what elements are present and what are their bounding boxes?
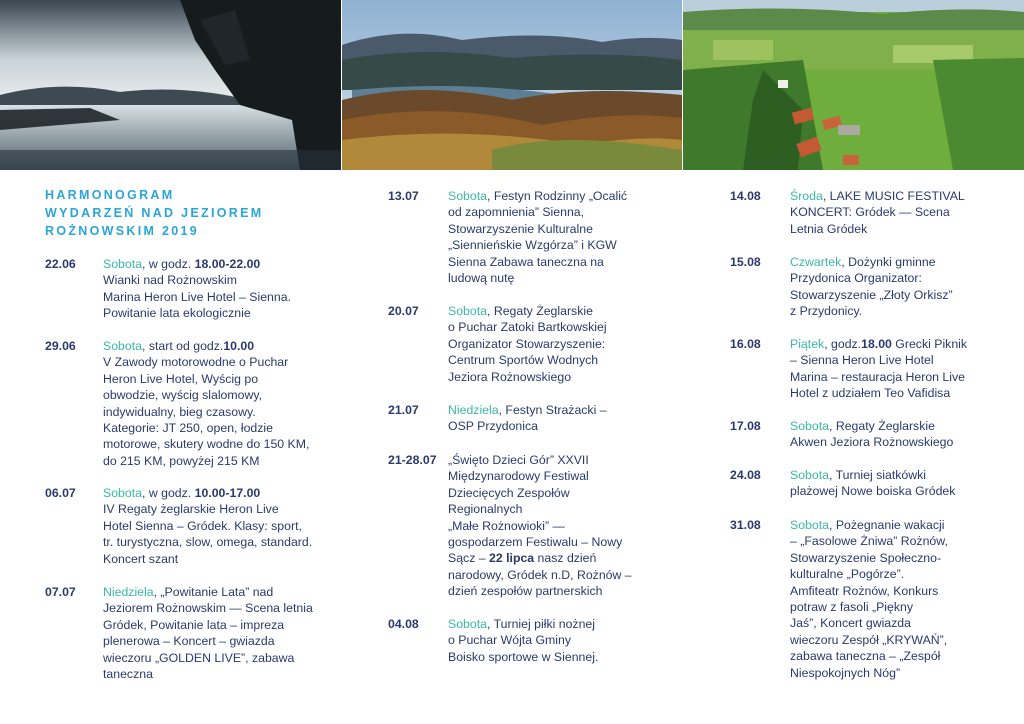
event-text: , Dożynki gminne xyxy=(841,255,936,269)
event-text: z Przydonicy. xyxy=(790,304,863,319)
event-line xyxy=(790,665,948,681)
event-line xyxy=(448,336,607,352)
event-date: 17.08 xyxy=(730,419,761,433)
event-line xyxy=(103,633,313,649)
event-text: Stowarzyszenie „Złoty Orkisz” xyxy=(790,287,953,302)
event-line xyxy=(790,369,967,385)
event-line xyxy=(448,402,607,418)
event-highlight: 10.00-17.00 xyxy=(194,486,261,500)
event-description xyxy=(790,188,965,237)
event-text: gospodarzem Festiwalu – Nowy xyxy=(448,535,623,550)
event-text: obwodzie, wyścig slalomowy, xyxy=(103,388,263,403)
event-text: , w godz. xyxy=(141,257,195,271)
event-line xyxy=(790,204,965,220)
event-text: , Festyn Strażacki – xyxy=(498,403,607,417)
event-entry xyxy=(45,338,335,473)
event-line xyxy=(103,453,309,469)
event-line xyxy=(790,599,948,615)
event-text: Hotel Sienna – Gródek. Klasy: sport, xyxy=(103,518,302,533)
event-text: KONCERT: Gródek — Scena xyxy=(790,205,950,220)
event-date: 29.06 xyxy=(45,339,76,353)
event-text: ludową nutę xyxy=(448,271,515,286)
event-text: Sienna Zabawa taneczna na xyxy=(448,254,604,269)
event-line xyxy=(448,501,632,517)
event-line xyxy=(790,385,967,401)
event-line xyxy=(103,534,312,550)
event-line xyxy=(448,221,627,237)
event-day: Środa xyxy=(790,189,823,203)
event-text: Heron Live Hotel, Wyścig po xyxy=(103,371,259,386)
event-entry xyxy=(730,517,1015,685)
event-text: Międzynarodowy Festiwal xyxy=(448,469,589,484)
event-description xyxy=(790,467,955,500)
event-text: plażowej Nowe boiska Gródek xyxy=(790,484,956,499)
event-line xyxy=(448,254,627,270)
event-day: Sobota xyxy=(448,617,487,631)
event-date: 07.07 xyxy=(45,585,76,599)
event-line xyxy=(448,270,627,286)
event-line xyxy=(103,501,312,517)
schedule-heading xyxy=(45,186,345,240)
event-entry xyxy=(388,303,678,388)
event-text: o Puchar Zatoki Bartkowskiej xyxy=(448,320,607,335)
event-line xyxy=(448,550,632,566)
event-day: Niedziela xyxy=(448,403,499,417)
event-text: do 215 KM, powyżej 215 KM xyxy=(103,453,260,468)
event-text: zabawa taneczna – „Zespół xyxy=(790,649,941,664)
event-line xyxy=(790,550,948,566)
event-text: Jaś”, Koncert gwiazda xyxy=(790,616,911,631)
event-date: 13.07 xyxy=(388,189,419,203)
event-text: nasz dzień xyxy=(534,551,597,566)
event-text: „Małe Rożnowioki” — xyxy=(448,518,565,533)
event-line xyxy=(448,303,607,319)
event-line xyxy=(790,632,948,648)
event-date: 15.08 xyxy=(730,255,761,269)
event-line xyxy=(790,648,948,664)
event-text: , „Powitanie Lata” nad xyxy=(153,585,274,599)
event-line xyxy=(103,666,313,682)
event-line xyxy=(790,270,953,286)
heading-line: ROŻNOWSKIM 2019 xyxy=(45,224,199,238)
event-text: Przydonica Organizator: xyxy=(790,271,922,286)
event-text: wieczoru Zespół „KRYWAŃ”, xyxy=(790,632,948,647)
event-line xyxy=(448,452,632,468)
event-highlight: 18.00-22.00 xyxy=(194,257,261,271)
event-text: potraw z fasoli „Piękny xyxy=(790,600,914,615)
event-line xyxy=(448,204,627,220)
event-entry xyxy=(45,256,335,326)
event-description xyxy=(790,254,953,320)
event-line xyxy=(790,352,967,368)
event-entry xyxy=(730,188,1015,240)
event-text: , godz. xyxy=(824,337,862,351)
event-text: Wianki nad Rożnowskim xyxy=(103,273,237,288)
event-line xyxy=(103,354,309,370)
event-date: 21-28.07 xyxy=(388,453,437,467)
event-line xyxy=(790,517,948,533)
event-text: , Pożegnanie wakacji xyxy=(828,518,945,532)
event-entry xyxy=(388,188,678,288)
event-text: Hotel z udziałem Teo Vafidisa xyxy=(790,386,951,401)
event-text: Akwen Jeziora Rożnowskiego xyxy=(790,435,954,450)
event-line xyxy=(448,319,607,335)
event-day: Sobota xyxy=(103,257,142,271)
event-text: , Regaty Żeglarskie xyxy=(828,419,935,433)
event-line xyxy=(790,583,948,599)
event-entry xyxy=(45,584,335,684)
event-line xyxy=(790,418,953,434)
event-text: „Siennieńskie Wzgórza” i KGW xyxy=(448,238,617,253)
event-description xyxy=(448,188,627,286)
event-text: dzień zespołów partnerskich xyxy=(448,584,603,599)
event-description xyxy=(790,517,948,681)
lake-silhouette-photo xyxy=(0,0,341,170)
event-line xyxy=(103,338,309,354)
event-line xyxy=(790,221,965,237)
event-highlight: 10.00 xyxy=(223,339,255,353)
event-highlight: 22 lipca xyxy=(489,551,535,566)
event-text: indywidualny, bieg czasowy. xyxy=(103,404,256,419)
event-line xyxy=(448,534,632,550)
event-entry xyxy=(730,254,1015,322)
event-description xyxy=(103,485,312,567)
event-text: Niespokojnych Nóg” xyxy=(790,665,901,680)
event-text: , Turniej siatkówki xyxy=(828,468,927,482)
event-day: Czwartek xyxy=(790,255,842,269)
event-text: Stowarzyszenie Kulturalne xyxy=(448,221,593,236)
event-text: , w godz. xyxy=(141,486,195,500)
event-text: Koncert szant xyxy=(103,551,179,566)
event-day: Sobota xyxy=(790,518,829,532)
event-line xyxy=(103,518,312,534)
event-line xyxy=(790,533,948,549)
event-text: Jeziorem Rożnowskim — Scena letnia xyxy=(103,601,313,616)
event-day: Niedziela xyxy=(103,585,154,599)
event-line xyxy=(103,600,313,616)
event-line xyxy=(790,566,948,582)
event-text: o Puchar Wójta Gminy xyxy=(448,633,572,648)
event-text: „Święto Dzieci Gór” XXVII xyxy=(448,453,589,467)
event-description xyxy=(448,402,607,435)
event-day: Piątek xyxy=(790,337,825,351)
event-line xyxy=(103,617,313,633)
event-line xyxy=(103,485,312,501)
event-date: 21.07 xyxy=(388,403,419,417)
event-line xyxy=(103,371,309,387)
event-text: , Turniej piłki nożnej xyxy=(486,617,595,631)
event-line xyxy=(448,369,607,385)
event-line xyxy=(790,615,948,631)
event-text: Letnia Gródek xyxy=(790,221,868,236)
event-description xyxy=(790,336,967,402)
event-text: plenerowa – Koncert – gwiazda xyxy=(103,634,275,649)
event-date: 24.08 xyxy=(730,468,761,482)
event-text: taneczna xyxy=(103,667,153,682)
event-line xyxy=(103,289,291,305)
event-text: , Regaty Żeglarskie xyxy=(486,304,593,318)
event-line xyxy=(790,483,955,499)
event-line xyxy=(103,551,312,567)
event-line xyxy=(103,305,291,321)
event-line xyxy=(103,387,309,403)
event-text: Marina – restauracja Heron Live xyxy=(790,369,965,384)
event-line xyxy=(103,272,291,288)
event-line xyxy=(790,254,953,270)
event-entry xyxy=(388,402,678,437)
event-text: – Sienna Heron Live Hotel xyxy=(790,353,934,368)
event-date: 22.06 xyxy=(45,257,76,271)
photo-strip xyxy=(0,0,1024,170)
event-text: od zapomnienia” Sienna, xyxy=(448,205,585,220)
event-text: Regionalnych xyxy=(448,502,523,517)
event-description xyxy=(103,256,291,322)
event-date: 04.08 xyxy=(388,617,419,631)
event-entry xyxy=(45,485,335,570)
event-text: , Festyn Rodzinny „Ocalić xyxy=(486,189,628,203)
event-line xyxy=(448,352,607,368)
event-line xyxy=(448,518,632,534)
event-line xyxy=(103,650,313,666)
heading-line: HARMONOGRAM xyxy=(45,188,175,202)
event-line xyxy=(103,436,309,452)
event-date: 31.08 xyxy=(730,518,761,532)
event-date: 06.07 xyxy=(45,486,76,500)
event-line xyxy=(448,616,598,632)
village-aerial-photo xyxy=(683,0,1024,170)
event-date: 20.07 xyxy=(388,304,419,318)
event-line xyxy=(790,467,955,483)
event-line xyxy=(103,404,309,420)
event-description xyxy=(448,303,607,385)
event-description xyxy=(103,584,313,682)
event-day: Sobota xyxy=(790,468,829,482)
event-entry xyxy=(388,616,678,668)
event-line xyxy=(448,237,627,253)
event-description xyxy=(448,616,598,665)
heading-line: WYDARZEŃ NAD JEZIOREM xyxy=(45,206,264,220)
event-line xyxy=(790,287,953,303)
event-line xyxy=(448,188,627,204)
event-day: Sobota xyxy=(790,419,829,433)
event-line xyxy=(448,583,632,599)
event-text: Powitanie lata ekologicznie xyxy=(103,306,251,321)
event-line xyxy=(448,485,632,501)
event-text: Kategorie: JT 250, open, łodzie xyxy=(103,421,273,436)
event-text: wieczoru „GOLDEN LIVE”, zabawa xyxy=(103,650,295,665)
event-text: Marina Heron Live Hotel – Sienna. xyxy=(103,289,291,304)
event-text: Jeziora Rożnowskiego xyxy=(448,369,572,384)
event-text: V Zawody motorowodne o Puchar xyxy=(103,355,289,370)
event-line xyxy=(790,434,953,450)
event-text: motorowe, skutery wodne do 150 KM, xyxy=(103,437,310,452)
event-description xyxy=(103,338,309,469)
event-date: 16.08 xyxy=(730,337,761,351)
event-text: OSP Przydonica xyxy=(448,419,538,434)
event-text: Boisko sportowe w Siennej. xyxy=(448,649,599,664)
event-line xyxy=(790,336,967,352)
event-line xyxy=(103,256,291,272)
event-text: Dziecięcych Zespołów xyxy=(448,485,570,500)
event-text: Centrum Sportów Wodnych xyxy=(448,353,599,368)
event-day: Sobota xyxy=(103,339,142,353)
event-day: Sobota xyxy=(103,486,142,500)
event-line xyxy=(448,632,598,648)
event-text: tr. turystyczna, slow, omega, standard. xyxy=(103,535,313,550)
event-highlight: 18.00 xyxy=(861,337,892,351)
event-description xyxy=(448,452,632,600)
event-text: IV Regaty żeglarskie Heron Live xyxy=(103,502,279,517)
event-day: Sobota xyxy=(448,304,487,318)
event-day: Sobota xyxy=(448,189,487,203)
event-text: , start od godz. xyxy=(141,339,224,353)
event-text: Stowarzyszenie Społeczno- xyxy=(790,550,942,565)
event-entry xyxy=(730,418,1015,453)
lake-hills-photo xyxy=(342,0,682,170)
event-text: Amfiteatr Rożnów, Konkurs xyxy=(790,583,939,598)
event-text: Organizator Stowarzyszenie: xyxy=(448,336,606,351)
event-entry xyxy=(730,336,1015,404)
event-line xyxy=(448,468,632,484)
event-entry xyxy=(730,467,1015,502)
event-text: kulturalne „Pogórze”. xyxy=(790,567,905,582)
event-text: Sącz – xyxy=(448,551,490,566)
event-text: narodowy, Gródek n.D, Rożnów – xyxy=(448,567,632,582)
event-line xyxy=(448,567,632,583)
event-date: 14.08 xyxy=(730,189,761,203)
event-entry xyxy=(388,452,678,602)
event-line xyxy=(448,418,607,434)
event-text: Gródek, Powitanie lata – impreza xyxy=(103,617,285,632)
event-line xyxy=(790,303,953,319)
event-line xyxy=(103,420,309,436)
event-text: , LAKE MUSIC FESTIVAL xyxy=(822,189,965,203)
event-text: Grecki Piknik xyxy=(891,337,968,351)
event-text: – „Fasolowe Żniwa” Rożnów, xyxy=(790,534,948,549)
event-description xyxy=(790,418,953,451)
event-line xyxy=(103,584,313,600)
event-line xyxy=(448,649,598,665)
event-line xyxy=(790,188,965,204)
